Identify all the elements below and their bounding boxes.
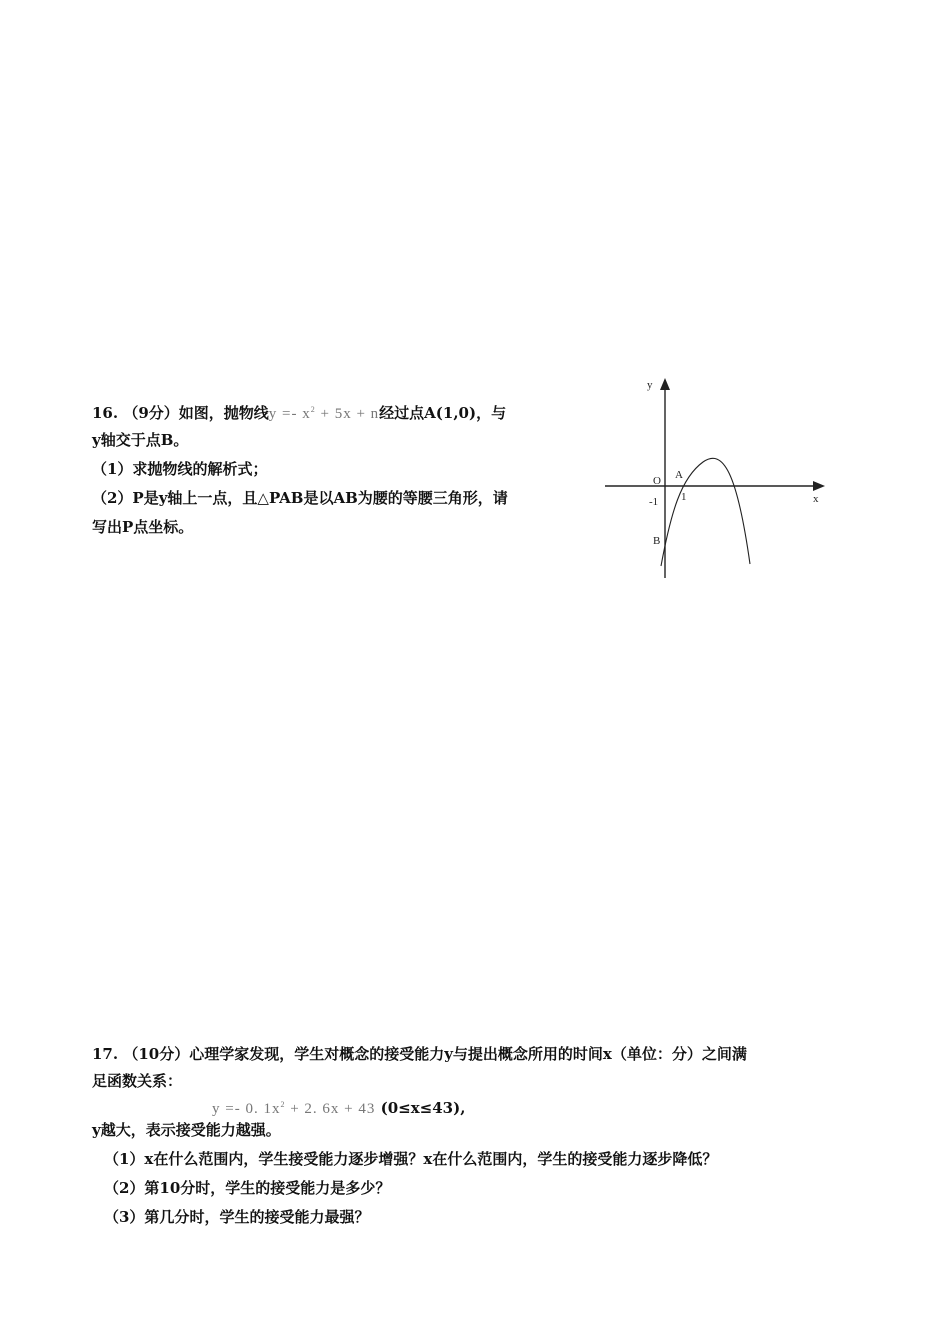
- y-axis-arrow: [660, 378, 670, 390]
- q16-line2: y轴交于点B。: [92, 431, 189, 449]
- q16-line1-pre: 16. （9分）如图，抛物线: [92, 404, 269, 422]
- q17-sub3: （3）第几分时，学生的接受能力最强？: [104, 1208, 370, 1226]
- q17-sub2: （2）第10分时，学生的接受能力是多少？: [104, 1179, 391, 1197]
- q16-line1: [92, 400, 506, 424]
- x-axis-arrow: [813, 481, 825, 491]
- origin-label: O: [653, 475, 661, 487]
- y-tick-neg1-label: -1: [649, 496, 659, 508]
- point-b-label: B: [653, 535, 661, 547]
- q17-sub1: （1）x在什么范围内，学生接受能力逐步增强？x在什么范围内，学生的接受能力逐步降低？: [104, 1150, 718, 1168]
- point-a-label: A: [675, 469, 683, 481]
- q17-line2: 足函数关系：: [92, 1072, 183, 1090]
- x-tick-1-label: 1: [681, 491, 687, 503]
- q16-line1-post: 经过点A(1,0)，与: [379, 404, 507, 422]
- q17-line1: 17. （10分）心理学家发现，学生对概念的接受能力y与提出概念所用的时间x（单位：分）之间满: [92, 1045, 747, 1063]
- parabola-figure: [605, 372, 830, 584]
- x-axis-label: x: [813, 493, 819, 505]
- q16-line4: （2）P是y轴上一点，且△PAB是以AB为腰的等腰三角形，请: [92, 489, 508, 507]
- y-axis-label: y: [647, 379, 653, 391]
- q17-formula: y =- 0. $1x^2 + 2$. 6x + 43: [212, 1100, 376, 1117]
- q16-line3: （1）求抛物线的解析式；: [92, 460, 268, 478]
- q17-line3: y越大，表示接受能力越强。: [92, 1121, 281, 1139]
- q17-formula-line: [212, 1095, 465, 1119]
- q16-line5: 写出P点坐标。: [92, 518, 194, 536]
- q17-range: (0≤x≤43),: [380, 1099, 466, 1117]
- q16-formula: $y =- x^2 + 5x + n$: [268, 405, 380, 422]
